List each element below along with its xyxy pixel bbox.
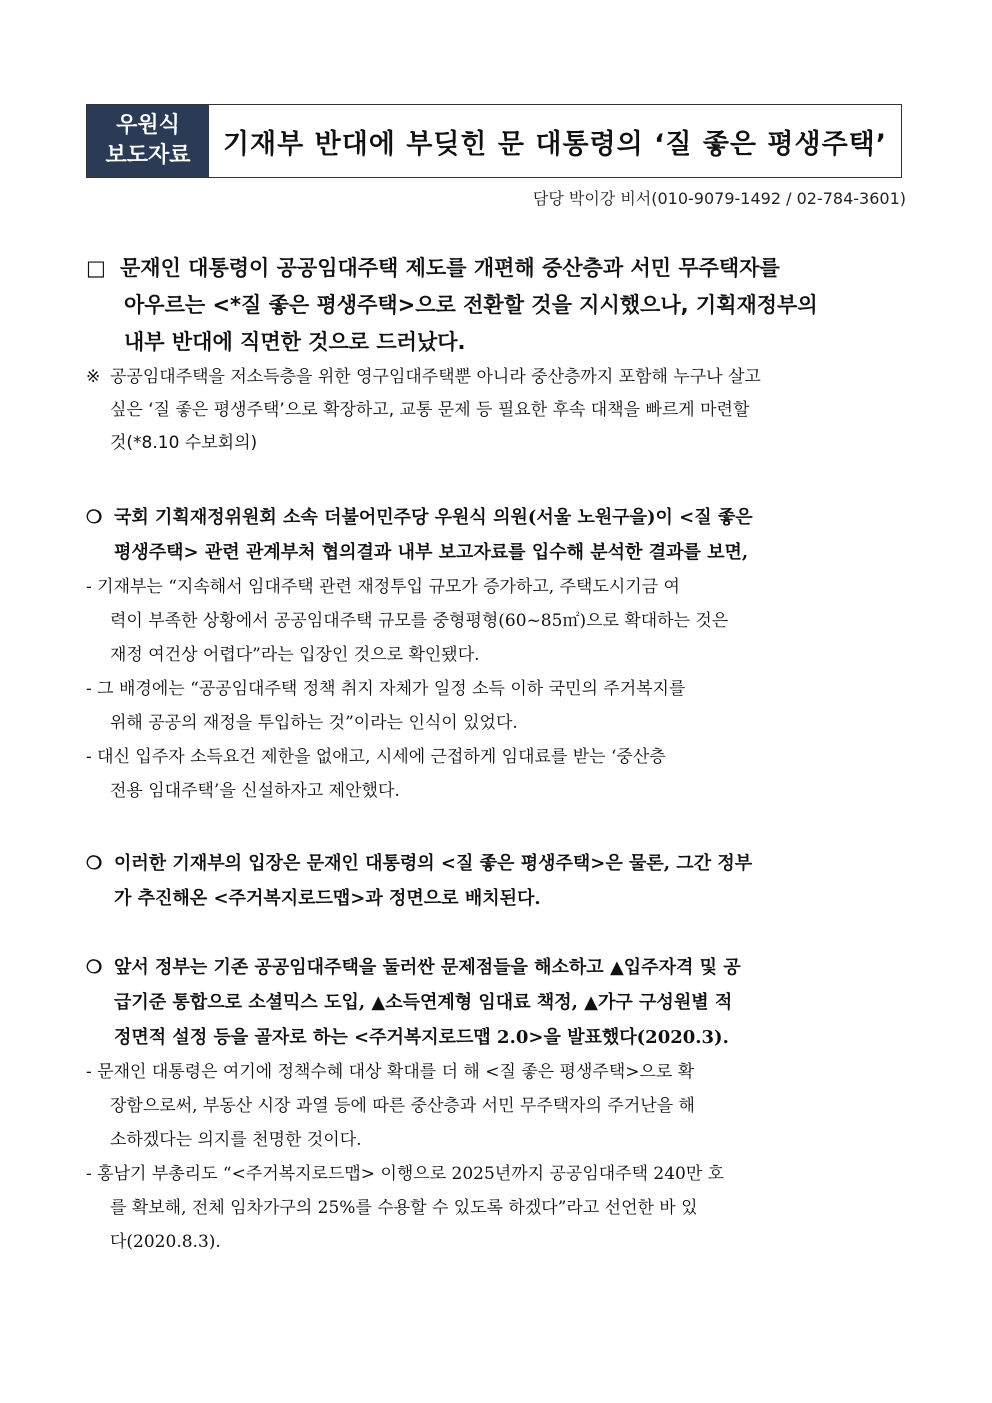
press-release-badge [87,105,209,177]
list-item-line: 력이 부족한 상황에서 공공임대주택 규모를 중형평형(60~85㎡)으로 확대하는 것은 [110,611,729,631]
list-item-line: 장함으로써, 부동산 시장 과열 등에 따른 중산층과 서민 무주택자의 주거난을 해 [110,1096,695,1116]
list-item [86,672,906,740]
list-item-line: 다(2020.8.3). [110,1232,221,1252]
badge-line-1: 우원식 [116,113,180,138]
note-line: 것(*8.10 수보회의) [110,433,258,453]
bullet-marker: ❍ [86,853,103,874]
lead-line: 문재인 대통령이 공공임대주택 제도를 개편해 중산층과 서민 무주택자를 [120,256,780,280]
list-item-line: - 홍남기 부총리도 “<주거복지로드맵> 이행으로 2025년까지 공공임대주택 240만 호 [86,1164,725,1184]
section-1 [86,500,906,808]
bullet-marker: ❍ [86,507,103,528]
section-heading-line: 국회 기획재정위원회 소속 더불어민주당 우원식 의원(서울 노원구을)이 <질 좋은 [114,507,753,528]
lead-marker: □ [86,256,106,280]
list-item [86,740,906,808]
list-item-line: - 대신 입주자 소득요건 제한을 없애고, 시세에 근접하게 임대료를 받는 ‘중산층 [86,747,666,767]
list-item-line: 를 확보해, 전체 임차가구의 25%를 수용할 수 있도록 하겠다”라고 선언한 바 있 [110,1198,698,1218]
list-item-line: 전용 임대주택’을 신설하자고 제안했다. [110,781,400,801]
section-heading-line: 이러한 기재부의 입장은 문재인 대통령의 <질 좋은 평생주택>은 물론, 그간 정부 [114,853,753,874]
section-heading-line: 평생주택> 관련 관계부처 협의결과 내부 보고자료를 입수해 분석한 결과를 보면, [114,542,749,563]
page-title: 기재부 반대에 부딪힌 문 대통령의 ‘질 좋은 평생주택’ [222,128,888,160]
header-box [86,104,902,178]
note-line: 싶은 ‘질 좋은 평생주택’으로 확장하고, 교통 문제 등 필요한 후속 대책을 빠르게 마련할 [110,400,750,420]
list-item-line: - 문재인 대통령은 여기에 정책수혜 대상 확대를 더 해 <질 좋은 평생주택>으로 확 [86,1062,695,1082]
note-paragraph [86,361,906,460]
section-heading-line: 가 추진해온 <주거복지로드맵>과 정면으로 배치된다. [114,888,541,909]
list-item-line: 재정 여건상 어렵다”라는 입장인 것으로 확인됐다. [110,645,480,665]
list-item-line: 위해 공공의 재정을 투입하는 것”이라는 인식이 있었다. [110,713,518,733]
list-item-line: - 그 배경에는 “공공임대주택 정책 취지 자체가 일정 소득 이하 국민의 주거복지를 [86,679,686,699]
lead-line: 내부 반대에 직면한 것으로 드러났다. [124,330,466,354]
section-heading-line: 급기준 통합으로 소셜믹스 도입, ▲소득연계형 임대료 책정, ▲가구 구성원별 적 [114,992,733,1013]
lead-paragraph [86,250,906,361]
note-marker: ※ [86,367,101,387]
list-item-line: - 기재부는 “지속해서 임대주택 관련 재정투입 규모가 증가하고, 주택도시기금 여 [86,577,680,597]
list-item [86,1055,906,1157]
lead-line: 아우르는 <*질 좋은 평생주택>으로 전환할 것을 지시했으나, 기획재정부의 [124,293,818,317]
contact-info: 담당 박이강 비서(010-9079-1492 / 02-784-3601) [532,189,906,208]
bullet-marker: ❍ [86,957,103,978]
badge-line-2: 보도자료 [105,143,191,168]
section-heading-line: 앞서 정부는 기존 공공임대주택을 둘러싼 문제점들을 해소하고 ▲입주자격 및 공 [114,957,741,978]
section-heading-line: 정면적 설정 등을 골자로 하는 <주거복지로드맵 2.0>을 발표했다(2020.3). [114,1027,729,1048]
list-item-line: 소하겠다는 의지를 천명한 것이다. [110,1130,362,1150]
section-3 [86,950,906,1259]
list-item [86,1157,906,1259]
note-line: 공공임대주택을 저소득층을 위한 영구임대주택뿐 아니라 중산층까지 포함해 누구나 살고 [110,367,761,387]
section-2 [86,846,906,916]
list-item [86,570,906,672]
